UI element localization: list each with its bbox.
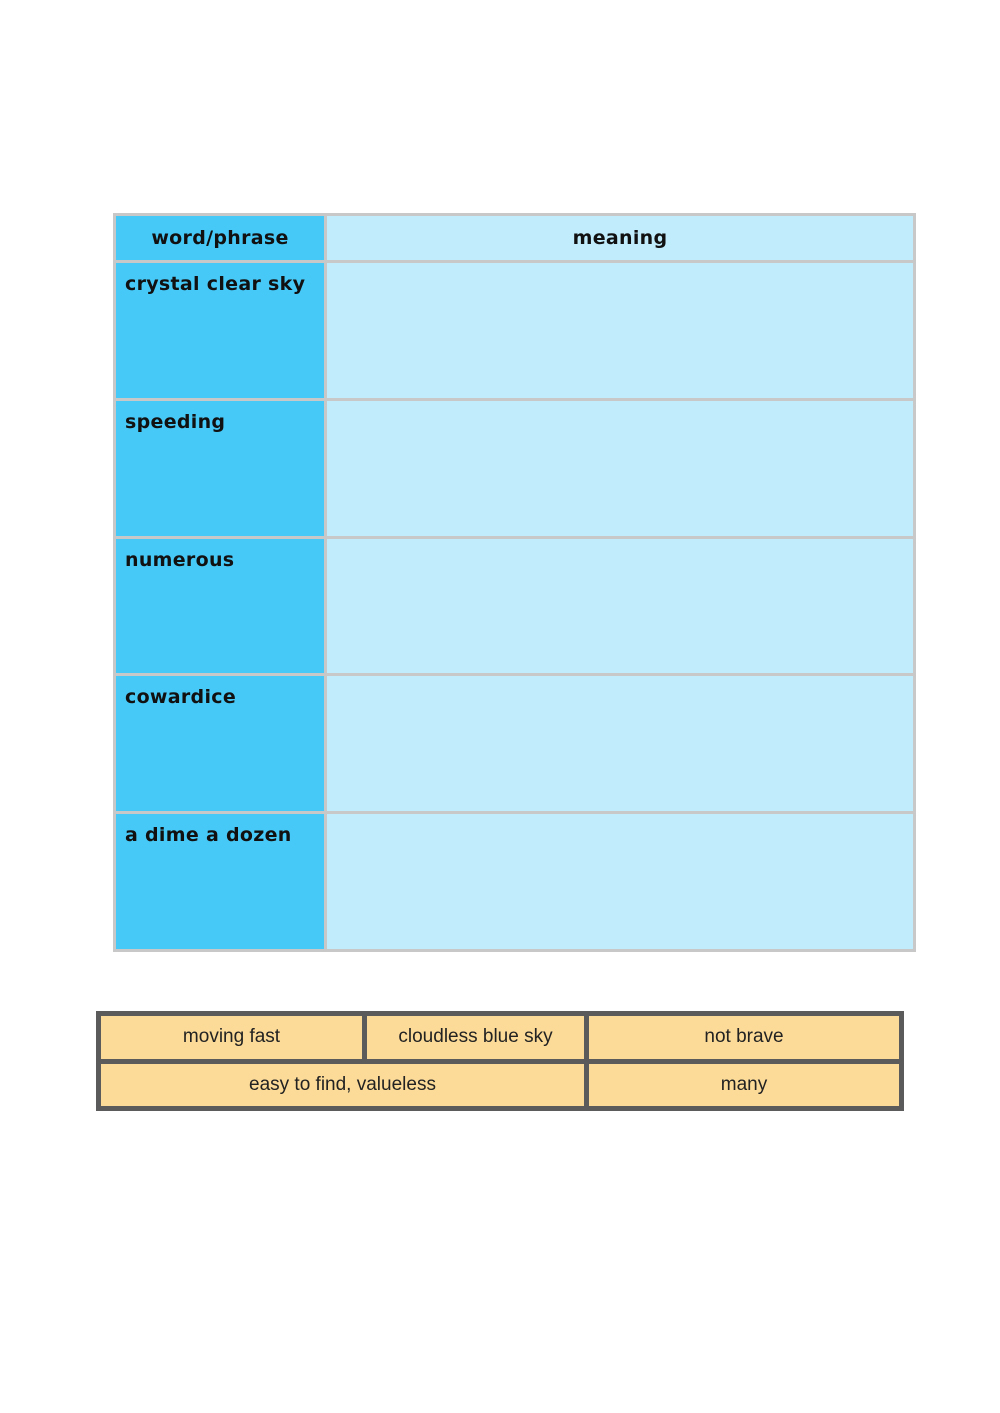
meaning-drop-zone-1[interactable] bbox=[327, 263, 913, 398]
word-cell-speeding: speeding bbox=[116, 401, 324, 536]
answer-chip-not-brave[interactable]: not brave bbox=[589, 1016, 899, 1059]
meaning-drop-zone-2[interactable] bbox=[327, 401, 913, 536]
answer-chip-easy-to-find-valueless[interactable]: easy to find, valueless bbox=[101, 1064, 584, 1107]
vocabulary-table bbox=[113, 213, 916, 952]
meaning-drop-zone-5[interactable] bbox=[327, 814, 913, 949]
word-cell-numerous: numerous bbox=[116, 539, 324, 674]
word-cell-cowardice: cowardice bbox=[116, 676, 324, 811]
meaning-drop-zone-4[interactable] bbox=[327, 676, 913, 811]
word-cell-crystal-clear-sky: crystal clear sky bbox=[116, 263, 324, 398]
header-word-phrase: word/phrase bbox=[116, 216, 324, 260]
word-cell-a-dime-a-dozen: a dime a dozen bbox=[116, 814, 324, 949]
answer-bank bbox=[96, 1011, 904, 1111]
meaning-drop-zone-3[interactable] bbox=[327, 539, 913, 674]
header-meaning: meaning bbox=[327, 216, 913, 260]
answer-chip-moving-fast[interactable]: moving fast bbox=[101, 1016, 362, 1059]
answer-chip-cloudless-blue-sky[interactable]: cloudless blue sky bbox=[367, 1016, 584, 1059]
answer-chip-many[interactable]: many bbox=[589, 1064, 899, 1107]
